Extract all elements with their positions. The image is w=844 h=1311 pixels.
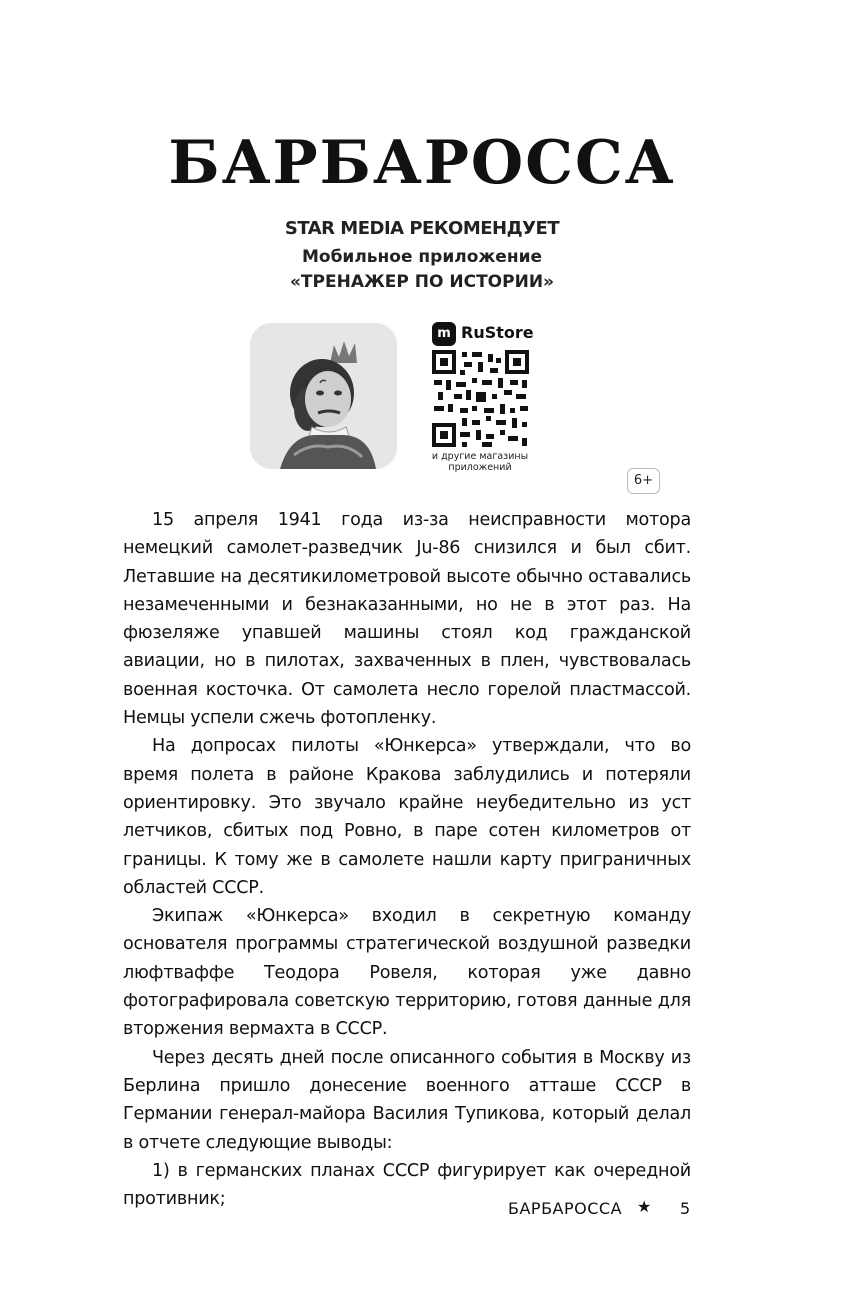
app-name: «ТРЕНАЖЕР ПО ИСТОРИИ» xyxy=(289,272,555,292)
recommend-heading: STAR MEDIA РЕКОМЕНДУЕТ xyxy=(284,218,560,239)
page-number: 5 xyxy=(680,1199,691,1218)
rustore-label[interactable]: RuStore xyxy=(461,323,534,342)
book-title: БАРБАРОССА xyxy=(168,128,676,198)
qr-code[interactable] xyxy=(432,350,529,447)
other-stores-line2: приложений xyxy=(448,462,512,473)
app-icon-portrait[interactable] xyxy=(250,323,397,469)
app-caption: Мобильное приложение xyxy=(301,247,543,267)
body-text xyxy=(123,506,691,1213)
paragraph: Экипаж «Юнкерса» входил в секретную команду основателя программы стратегической воздушной разведки люфтваффе Теодора Ровеля, которая уже давно фотографировала советскую территорию, готовя данные для вторжения вермахта в СССР. xyxy=(123,906,691,1040)
paragraph: Через десять дней после описанного события в Москву из Берлина пришло донесение военного атташе СССР в Германии генерал-майора Василия Тупикова, который делал в отчете следующие выводы: xyxy=(123,1047,691,1153)
running-title: БАРБАРОССА xyxy=(508,1199,623,1218)
age-rating-badge: 6+ xyxy=(627,468,660,494)
star-icon: ★ xyxy=(637,1197,652,1216)
portrait-illustration xyxy=(250,323,397,469)
other-stores-line1: и другие магазины xyxy=(431,451,529,462)
other-stores-caption xyxy=(420,451,540,473)
paragraph: 15 апреля 1941 года из-за неисправности мотора немецкий самолет-разведчик Ju-86 снизился и был сбит. Летавшие на десятикилометровой высоте обычно оставались незамеченными и безнаказанными, но не в этот раз. На фюзеляже упавшей машины стоял код гражданской авиации, но в пилотах, захваченных в плен, чувствовалась военная косточка. От самолета несло горелой пластмассой. Немцы успели сжечь фотопленку. xyxy=(123,510,691,729)
rustore-logo-icon[interactable]: m xyxy=(432,322,456,346)
paragraph: 1) в германских планах СССР фигурирует как очередной противник; xyxy=(123,1160,691,1210)
paragraph: На допросах пилоты «Юнкерса» утверждали, что во время полета в районе Кракова заблудились и потеряли ориентировку. Это звучало крайне неубедительно из уст летчиков, сбитых под Ровно, в паре сотен километров от границы. К тому же в самолете нашли карту приграничных областей СССР. xyxy=(123,736,691,898)
